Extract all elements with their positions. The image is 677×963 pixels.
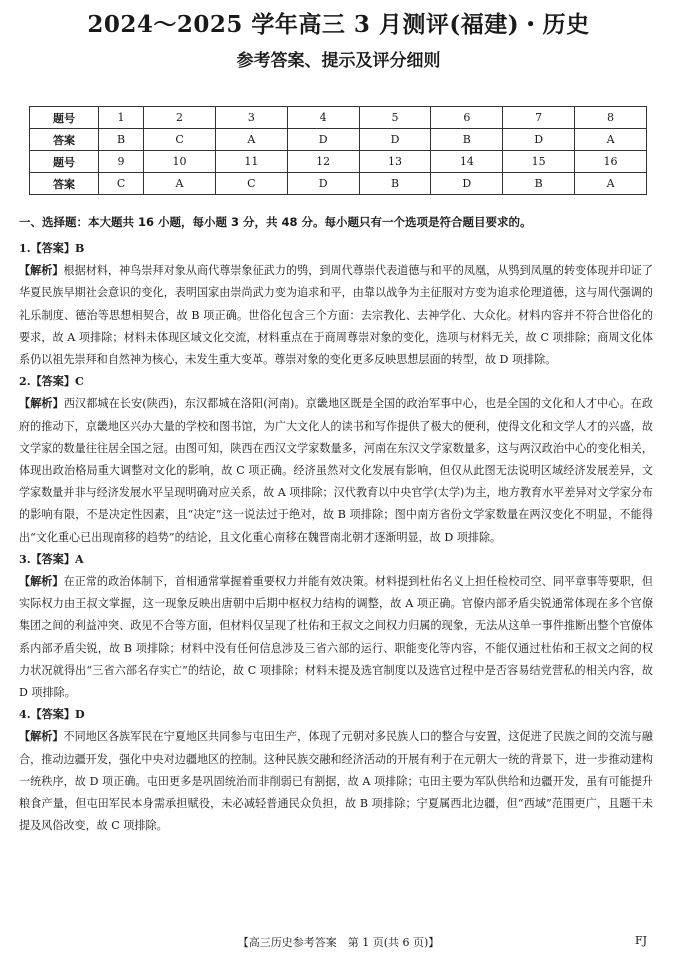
table-cell: 15	[503, 151, 575, 173]
answer-table-row	[30, 173, 647, 195]
page-subtitle: 参考答案、提示及评分细则	[236, 51, 441, 71]
analysis-tag: 【解析】	[19, 730, 64, 744]
table-cell: 12	[287, 151, 359, 173]
table-cell: A	[215, 129, 287, 151]
analysis-1	[19, 260, 653, 371]
table-cell: D	[503, 129, 575, 151]
table-cell: 2	[144, 107, 216, 129]
table-cell: D	[359, 129, 431, 151]
answer-line-1: 1.【答案】B	[19, 242, 85, 255]
section-heading: 一、选择题：本大题共 16 小题，每小题 3 分，共 48 分。每小题只有一个选项是符合题目要求的。	[19, 215, 532, 229]
table-cell: A	[575, 173, 647, 195]
table-cell: 11	[215, 151, 287, 173]
table-cell: 3	[215, 107, 287, 129]
analysis-2	[19, 393, 653, 548]
analysis-tag: 【解析】	[19, 264, 64, 278]
answer-line-2: 2.【答案】C	[19, 375, 84, 389]
footer-page-info: 【高三历史参考答案 第 1 页(共 6 页)】	[237, 936, 440, 949]
table-cell: D	[287, 129, 359, 151]
table-cell: 9	[99, 151, 144, 173]
table-cell: D	[287, 173, 359, 195]
table-cell: 8	[575, 107, 647, 129]
table-cell: 6	[431, 107, 503, 129]
table-cell: A	[144, 173, 216, 195]
analysis-4	[19, 726, 653, 837]
table-cell: 13	[359, 151, 431, 173]
answer-line-4: 4.【答案】D	[19, 708, 85, 722]
page-footer	[0, 934, 677, 950]
table-cell: B	[503, 173, 575, 195]
table-cell: B	[431, 129, 503, 151]
row-label: 答案	[30, 129, 99, 151]
analysis-3	[19, 571, 653, 704]
answer-table-row	[30, 129, 647, 151]
table-cell: B	[99, 129, 144, 151]
table-cell: 4	[287, 107, 359, 129]
table-cell: 1	[99, 107, 144, 129]
table-cell: 7	[503, 107, 575, 129]
analysis-text: 根据材料，神鸟崇拜对象从商代尊崇象征武力的鸮，到周代尊崇代表道德与和平的凤凰，从鸮到凤凰的转变体现并印证了华夏民族早期社会意识的变化，表明国家由崇尚武力变为追求和平，由靠以战争为主征服对方变为追求伦理道德，这与周代强调的礼乐制度、德治等思想相契合，故 B 项正确。世俗化包含三个方面：去宗教化、去神学化、大众化。材料内容并不符合世俗化的要求，故 A 项排除；材料未体现区域文化交流，材料重点在于商周尊崇对象的变化，选项与材料无关，故 C 项排除；商周文化体系仍以祖先崇拜和自然神为核心，未发生重大变革。尊崇对象的变化更多反映思想层面的转型，故 D 项排除。	[19, 264, 653, 367]
answer-table-row	[30, 107, 647, 129]
analysis-tag: 【解析】	[19, 397, 64, 411]
analysis-content	[19, 238, 653, 837]
table-cell: 14	[431, 151, 503, 173]
analysis-text: 西汉都城在长安(陕西)，东汉都城在洛阳(河南)。京畿地区既是全国的政治军事中心，也是全国的文化和人才中心。在政府的推动下，京畿地区兴办大量的学校和图书馆，为广大文化人的读书和写作提供了极大的便利，使得文化和文学人才的兴盛，故文学家的数量往往居全国之冠。由图可知，陕西在西汉文学家数量多，河南在东汉文学家数量多，这与两汉政治中心的变化相关，体现出政治格局重大调整对文化的影响，故 C 项正确。经济虽然对文化发展有影响，但仅从此图无法说明区域经济发展差异，文学家数量并非与经济发展水平呈现明确对应关系，故 A 项排除；汉代教育以中央官学(太学)为主，地方教育水平差异对文学家分布的影响有限，不是决定性因素，且“决定”这一说法过于绝对，故 B 项排除；图中南方省份文学家数量在两汉变化不明显，不能得出“文化重心已出现南移的趋势”的结论，且文化重心南移在魏晋南北朝才逐渐明显，故 D 项排除。	[19, 397, 653, 544]
table-cell: D	[431, 173, 503, 195]
analysis-text: 在正常的政治体制下，首相通常掌握着重要权力并能有效决策。材料提到杜佑名义上担任检校司空、同平章事等要职，但实际权力由王叔文掌握，这一现象反映出唐朝中后期中枢权力结构的调整，故 A 项正确。官僚内部矛盾尖锐通常体现在多个官僚集团之间的利益冲突、政见不合等方面，但材料仅呈现了杜佑和王叔文之间权力归属的现象，无法从这单一事件推断出整个官僚体系内部矛盾尖锐，故 B 项排除；材料中没有任何信息涉及三省六部的运行、职能变化等内容，不能仅通过杜佑和王叔文之间的权力状况就得出“三省六部名存实亡”的结论，故 C 项排除；材料未提及选官制度以及选官过程中是否容易结党营私的相关内容，故 D 项排除。	[19, 575, 653, 700]
footer-code: FJ	[634, 934, 647, 947]
answer-line-3: 3.【答案】A	[19, 552, 84, 566]
row-label: 题号	[30, 107, 99, 129]
answer-table	[29, 106, 647, 195]
page-title: 2024～2025 学年高三 3 月测评(福建)・历史	[87, 11, 590, 38]
row-label: 答案	[30, 173, 99, 195]
table-cell: 10	[144, 151, 216, 173]
answer-table-row	[30, 151, 647, 173]
table-cell: 5	[359, 107, 431, 129]
table-cell: A	[575, 129, 647, 151]
table-cell: C	[144, 129, 216, 151]
table-cell: B	[359, 173, 431, 195]
table-cell: C	[215, 173, 287, 195]
analysis-text: 不同地区各族军民在宁夏地区共同参与屯田生产，体现了元朝对多民族人口的整合与安置，这促进了民族之间的交流与融合，推动边疆开发，强化中央对边疆地区的控制。这种民族交融和经济活动的开展有利于在元朝大一统的背景下，进一步推动建构一统秩序，故 D 项正确。屯田更多是巩固统治而非削弱已有割据，故 A 项排除；屯田主要为军队供给和边疆开发，虽有可能提升粮食产量，但屯田军民本身需承担赋役，未必减轻普通民众负担，故 B 项排除；宁夏属西北边疆，但“西域”范围更广，且题干未提及风俗改变，故 C 项排除。	[19, 730, 653, 833]
row-label: 题号	[30, 151, 99, 173]
table-cell: 16	[575, 151, 647, 173]
table-cell: C	[99, 173, 144, 195]
analysis-tag: 【解析】	[19, 575, 64, 589]
